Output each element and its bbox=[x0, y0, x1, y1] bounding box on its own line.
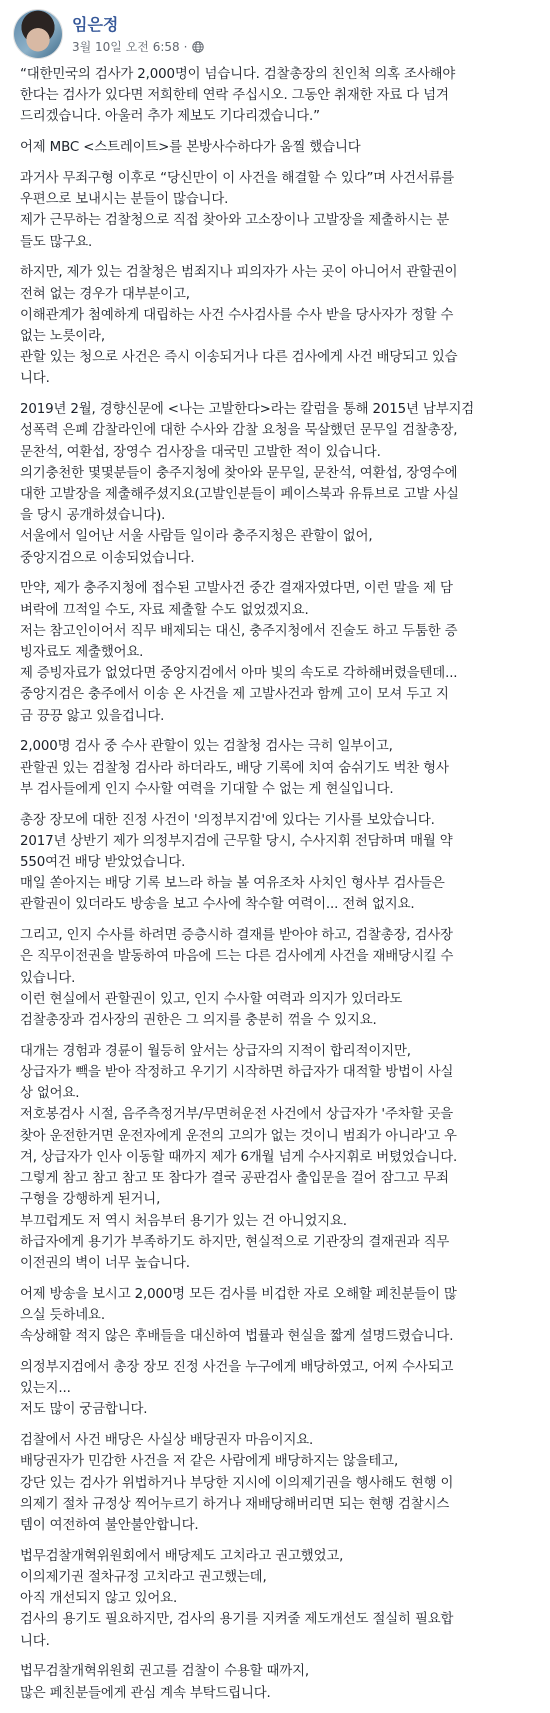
post-paragraph-14: 법무검찰개혁위원회에서 배당제도 고치라고 권고했었고, 이의제기권 절차규정 고치라고 권고했는데, 아직 개선되지 않고 있어요. 검사의 용기도 필요하지만, 검사의 용기를 지켜줄 제도개선도 절실히 필요합 니다. bbox=[20, 1548, 454, 1649]
post-paragraph-4: 하지만, 제가 있는 검찰청은 범죄지나 피의자가 사는 곳이 아니어서 관할권이 전혀 없는 경우가 대부분이고, 이해관계가 첨예하게 대립하는 사건 수사검사를 수사 받을 당사자가 정할 수 없는 노릇이라, 관할 있는 청으로 사건은 즉시 이송되거나 다른 검사에게 사건 배당되고 있습 니다. bbox=[20, 265, 458, 387]
globe-icon[interactable] bbox=[192, 41, 204, 53]
post-paragraph-8: 총장 장모에 대한 진정 사건이 '의정부지검'에 있다는 기사를 보았습니다. 2017년 상반기 제가 의정부지검에 근무할 당시, 수사지휘 전담하며 매월 약 550여건 배당 받았었습니다. 매일 쏟아지는 배당 기록 보느라 하늘 볼 여유조차 사치인 형사부 검사들은 관할권이 있더라도 방송을 보고 수사에 착수할 여력이... 전혀 없지요. bbox=[20, 812, 453, 913]
avatar[interactable] bbox=[14, 10, 62, 58]
post-paragraph-15: 법무검찰개혁위원회 권고를 검찰이 수용할 때까지, 많은 페친분들에게 관심 계속 부탁드립니다. bbox=[20, 1664, 310, 1701]
post-paragraph-6: 만약, 제가 충주지청에 접수된 고발사건 중간 결재자였다면, 이런 말을 제 담 벼락에 끄적일 수도, 자료 제출할 수도 없었겠지요. 저는 참고인이어서 직무 배제되는 대신, 충주지청에서 진술도 하고 두툼한 증 빙자료도 제출했어요. 제 증빙자료가 없었다면 중앙지검에서 아마 빛의 속도로 각하해버렸을텐데... 중앙지검은 충주에서 이송 온 사건을 제 고발사건과 함께 고이 모셔 두고 지 금 끙끙 앓고 있을겁니다. bbox=[20, 581, 458, 724]
post-paragraph-2: 어제 MBC <스트레이트>를 본방사수하다가 움찔 했습니다 bbox=[20, 140, 361, 156]
post-paragraph-1: “대한민국의 검사가 2,000명이 넘습니다. 검찰총장의 친인척 의혹 조사해야 한다는 검사가 있다면 저희한테 연락 주십시오. 그동안 취재한 자료 다 넘겨 드리겠습니다. 아울러 추가 제보도 기다리겠습니다.” bbox=[20, 67, 456, 125]
avatar-ring bbox=[13, 9, 63, 59]
post-body bbox=[20, 64, 532, 1713]
post-timestamp[interactable]: 3월 10일 오전 6:58 bbox=[72, 40, 180, 54]
post-header bbox=[14, 10, 534, 58]
post-paragraph-13: 검찰에서 사건 배당은 사실상 배당권자 마음이지요. 배당권자가 민감한 사건을 저 같은 사람에게 배당하지는 않을테고, 강단 있는 검사가 위법하거나 부당한 지시에 이의제기권을 행사해도 현행 이 의제기 절차 규정상 찍어누르기 하거나 재배당해버리면 되는 현행 검찰시스 템이 여전하여 불안불안합니다. bbox=[20, 1433, 454, 1533]
post-paragraph-12: 의정부지검에서 총장 장모 진정 사건을 누구에게 배당하였고, 어찌 수사되고 있는지... 저도 많이 궁금합니다. bbox=[20, 1359, 454, 1418]
post-paragraph-7: 2,000명 검사 중 수사 관할이 있는 검찰청 검사는 극히 일부이고, 관할권 있는 검찰청 검사라 하더라도, 배당 기록에 치여 숨쉬기도 벅찬 형사 부 검사들에게 인지 수사할 여력을 기대할 수 없는 게 현실입니다. bbox=[20, 739, 449, 797]
post-paragraph-9: 그리고, 인지 수사를 하려면 증층시하 결재를 받아야 하고, 검찰총장, 검사장 은 직무이전권을 발동하여 마음에 드는 다른 검사에게 사건을 재배당시킬 수 있습니다. 이런 현실에서 관할권이 있고, 인지 수사할 여력과 의지가 있더라도 검찰총장과 검사장의 권한은 그 의지를 충분히 꺾을 수 있지요. bbox=[20, 928, 454, 1029]
author-name[interactable]: 임은정 bbox=[72, 15, 119, 34]
post-paragraph-3: 과거사 무죄구형 이후로 “당신만이 이 사건을 해결할 수 있다”며 사건서류를 우편으로 보내시는 분들이 많습니다. 제가 근무하는 검찰청으로 직접 찾아와 고소장이나 고발장을 제출하시는 분 들도 많구요. bbox=[20, 171, 455, 250]
post-paragraph-10: 대개는 경험과 경륜이 월등히 앞서는 상급자의 지적이 합리적이지만, 상급자가 빽을 받아 작정하고 우기기 시작하면 하급자가 대적할 방법이 사실 상 없어요. 저호봉검사 시절, 음주측정거부/무면허운전 사건에서 상급자가 '주차할 곳을 찾아 운전한거면 운전자에게 운전의 고의가 없는 것이니 범죄가 아니라'고 우 겨, 상급자가 인사 이동할 때까지 제가 6개월 넘게 수사지휘로 버텼었습니다. 그렇게 참고 참고 참고 또 참다가 결국 공판검사 출입문을 걸어 잠그고 무죄 구형을 강행하게 된거니, 부끄럽게도 저 역시 처음부터 용기가 있는 건 아니었지요. 하급자에게 용기가 부족하기도 하지만, 현실적으로 기관장의 결재권과 직무 이전권의 벽이 너무 높습니다. bbox=[20, 1043, 458, 1271]
post-paragraph-5: 2019년 2월, 경향신문에 <나는 고발한다>라는 칼럼을 통해 2015년 남부지검 성폭력 은폐 감찰라인에 대한 수사와 감찰 요청을 묵살했던 문무일 검찰총장, 문찬석, 여환섭, 장영수 검사장을 대국민 고발한 적이 있습니다. 의기충천한 몇몇분들이 충주지청에 찾아와 문무일, 문찬석, 여환섭, 장영수에 대한 고발장을 제출해주셨지요(고발인분들이 페이스북과 유튜브로 고발 사실 을 당시 공개하셨습니다). 서울에서 일어난 서울 사람들 일이라 충주지청은 관할이 없어, 중앙지검으로 이송되었습니다. bbox=[20, 402, 475, 566]
post-paragraph-11: 어제 방송을 보시고 2,000명 모든 검사를 비겁한 자로 오해할 페친분들이 많 으실 듯하네요. 속상해할 적지 않은 후배들을 대신하여 법률과 현실을 짧게 설명드렸습니다. bbox=[20, 1286, 457, 1345]
post-meta bbox=[72, 38, 204, 55]
meta-separator: · bbox=[183, 39, 188, 54]
